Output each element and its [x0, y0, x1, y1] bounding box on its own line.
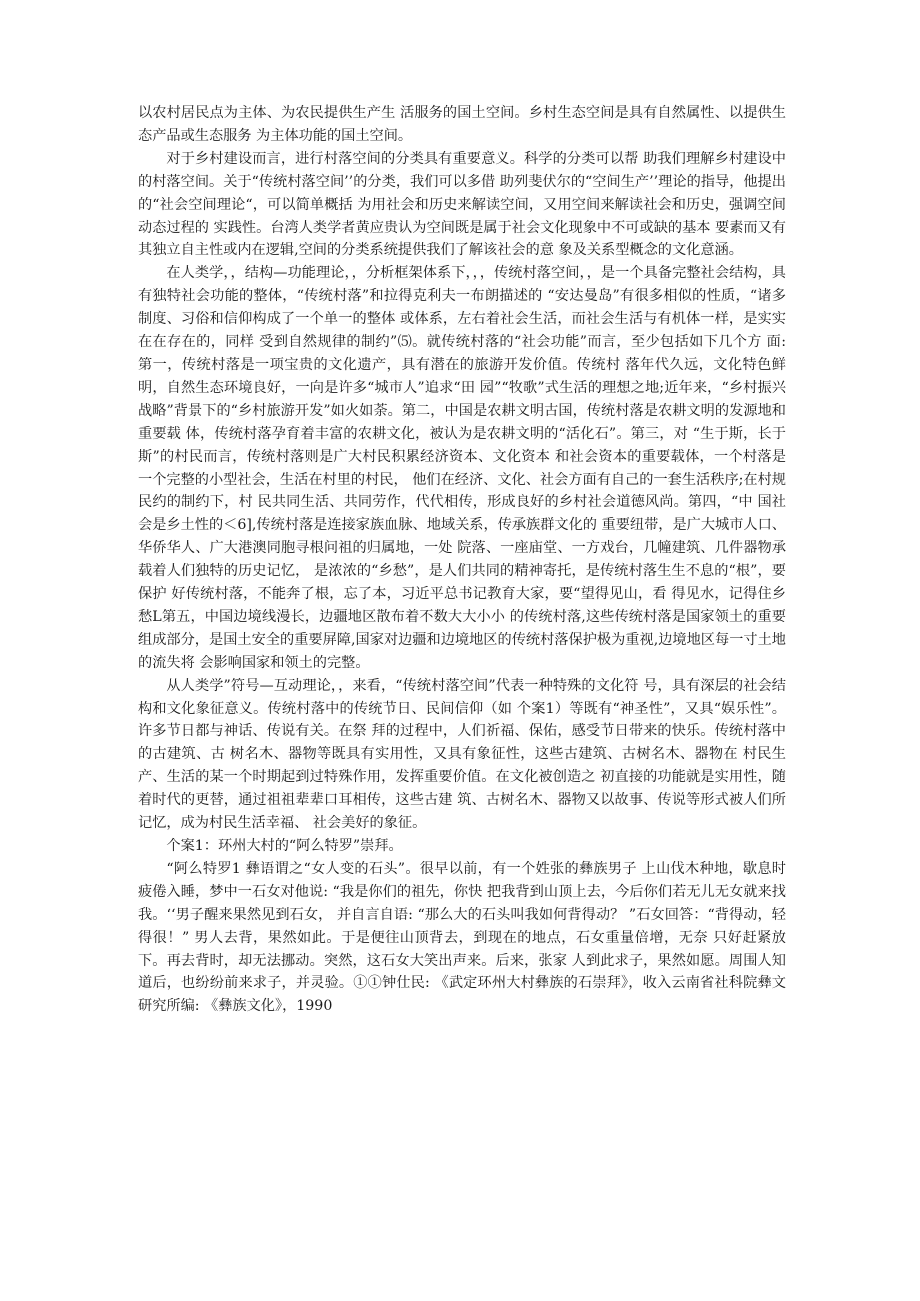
- paragraph-space-classification: 对于乡村建设而言，进行村落空间的分类具有重要意义。科学的分类可以帮 助我们理解乡村建设中的村落空间。关于“传统村落空间’’的分类，我们可以多借 助列斐伏尔的“空间生产’’理论的指导，他提出的“社会空间理论“，可以简单概括 为用社会和历史来解读空间，又用空间来解读社会和历史，强调空间动态过程的 实践性。台湾人类学者黄应贵认为空间既是属于社会文化现象中不可或缺的基本 要素而又有其独立自主性或内在逻辑,空间的分类系统提供我们了解该社会的意 象及关系型概念的文化意涵。: [138, 150, 786, 259]
- paragraph-continuation: 以农村居民点为主体、为农民提供生产生 活服务的国土空间。乡村生态空间是具有自然属性、以提供生态产品或生态服务 为主体功能的国土空间。: [138, 105, 786, 144]
- document-page: [138, 102, 786, 1018]
- case-heading: 个案1：环州大村的“阿么特罗”崇拜。: [166, 838, 403, 854]
- paragraph-structural-function: 在人类学，，结构—功能理论，，分析框架体系下，，，传统村落空间，，是一个具备完整社会结构，具有独特社会功能的整体，“传统村落”和拉得克利夫一布朗描述的 “安达曼岛”有很多相似的性质，“诸多制度、习俗和信仰构成了一个单一的整体 或体系，左右着社会生活，而社会生活与有机体一样，是实实在在存在的，同样 受到自然规律的制约”⑸。就传统村落的“社会功能”而言，至少包括如下几个方 面: 第一，传统村落是一项宝贵的文化遗产，具有潜在的旅游开发价值。传统村 落年代久远，文化特色鲜明，自然生态环境良好，一向是许多“城市人”追求“田 园”“牧歌”式生活的理想之地;近年来，“乡村振兴战略”背景下的“乡村旅游开发”如火如荼。第二，中国是农耕文明古国，传统村落是农耕文明的发源地和重要载 体，传统村落孕育着丰富的农耕文化，被认为是农耕文明的“活化石”。第三，对 “生于斯，长于斯”的村民而言，传统村落则是广大村民积累经济资本、文化资本 和社会资本的重要载体，一个村落是一个完整的小型社会，生活在村里的村民， 他们在经济、文化、社会方面有自己的一套生活秩序;在村规民约的制约下，村 民共同生活、共同劳作，代代相传，形成良好的乡村社会道德风尚。第四，“中 国社会是乡土性的＜6],传统村落是连接家族血脉、地域关系，传承族群文化的 重要纽带，是广大城市人口、华侨华人、广大港澳同胞寻根问祖的归属地，一处 院落、一座庙堂、一方戏台，几幢建筑、几件器物承载着人们独特的历史记忆， 是浓浓的“乡愁”，是人们共同的精神寄托，是传统村落生生不息的“根”，要保护 好传统村落，不能奔了根，忘了本，习近平总书记教育大家，要“望得见山，看 得见水，记得住乡愁L第五，中国边境线漫长，边疆地区散布着不数大大小小 的传统村落,这些传统村落是国家领土的重要组成部分，是国土安全的重要屏障,国家对边疆和边境地区的传统村落保护极为重视,边境地区每一寸土地的流失将 会影响国家和领土的完整。: [138, 265, 786, 671]
- paragraph-case-story: “阿么特罗1 彝语谓之“女人变的石头”。很早以前，有一个姓张的彝族男子 上山伐木种地，歇息时疲倦入睡，梦中一石女对他说: “我是你们的祖先，你快 把我背到山顶上去，今后你们若无儿无女就来找我。‘‘男子醒来果然见到石女， 并自言自语: “那么大的石头叫我如何背得动？ ”石女回答：“背得动，轻得很！” 男人去背，果然如此。于是便往山顶背去，到现在的地点，石女重量倍增，无奈 只好赶紧放下。再去背时，却无法挪动。突然，这石女大笑出声来。后来，张家 人到此求子，果然如愿。周围人知道后，也纷纷前来求子，并灵验。①①钟仕民: 《武定环州大村彝族的石崇拜》，收入云南省社科院彝文研究所编: 《彝族文化》，1990: [138, 860, 786, 1015]
- paragraph-symbolic-interaction: 从人类学”符号—互动理论，，来看，“传统村落空间”代表一种特殊的文化符 号，具有深层的社会结构和文化象征意义。传统村落中的传统节日、民间信仰（如 个案1）等既有“神圣性”，又具“娱乐性”。许多节日都与神话、传说有关。在祭 拜的过程中，人们祈福、保佑，感受节日带来的快乐。传统村落中的古建筑、古 树名木、器物等既具有实用性，又具有象征性，这些古建筑、古树名木、器物在 村民生产、生活的某一个时期起到过特殊作用，发挥重要价值。在文化被创造之 初直接的功能就是实用性，随着时代的更替，通过祖祖辈辈口耳相传，这些古建 筑、古树名木、器物又以故事、传说等形式被人们所记忆，成为村民生活幸福、 社会美好的象征。: [138, 677, 786, 832]
